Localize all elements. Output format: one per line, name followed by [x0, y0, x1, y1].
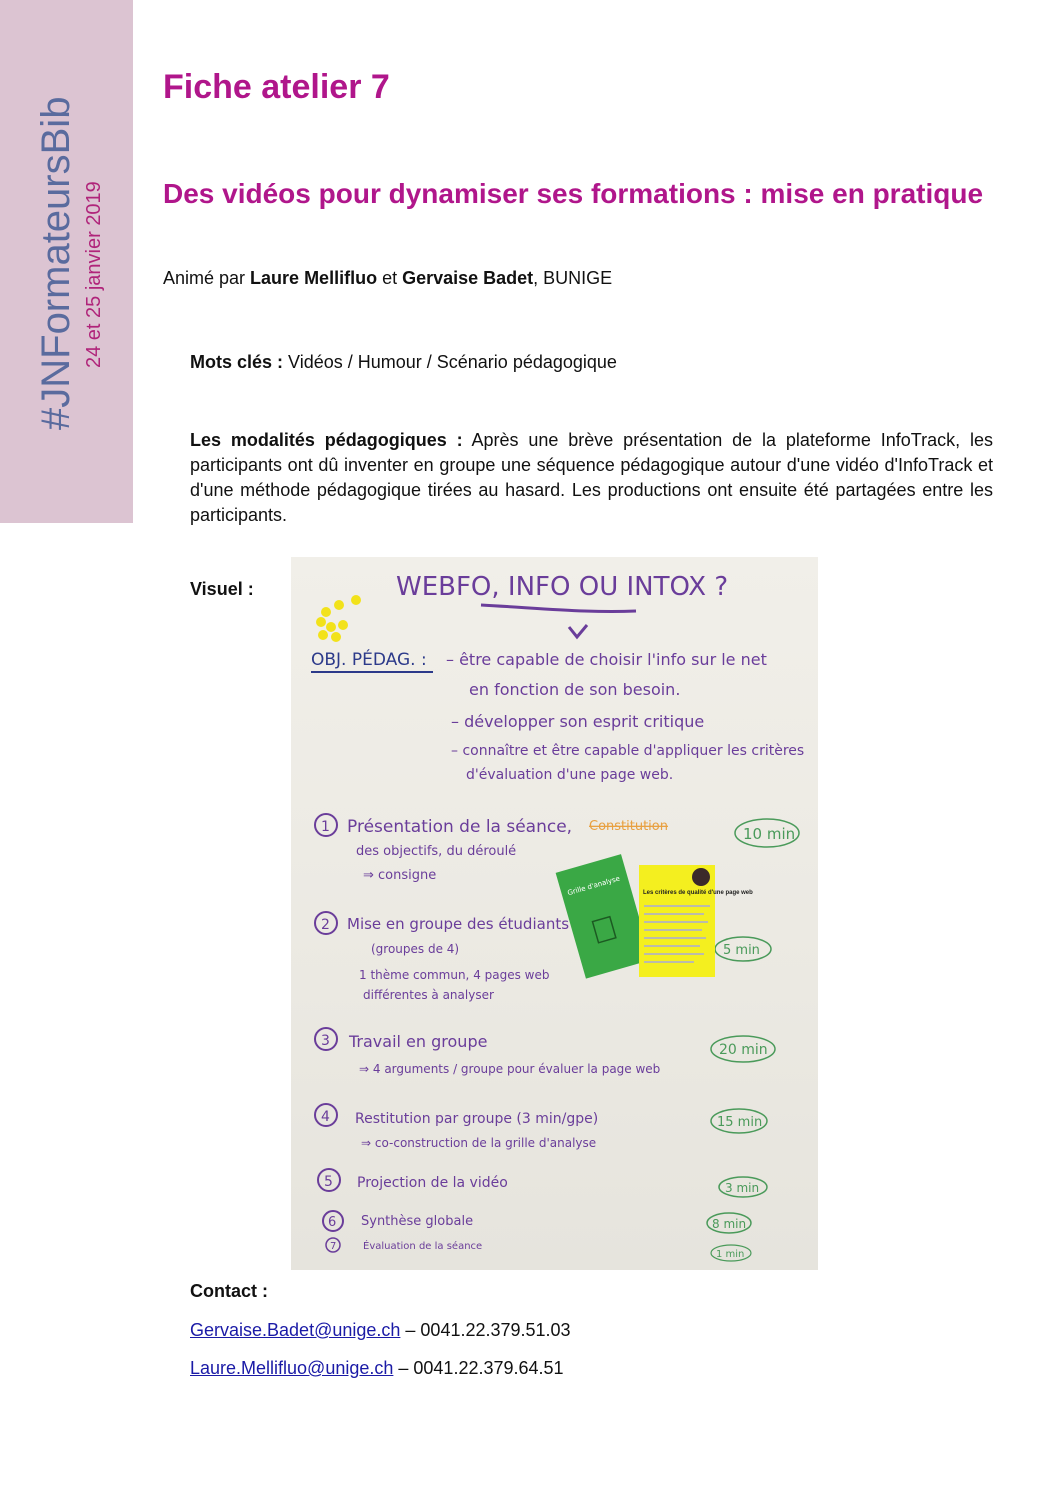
card-line — [644, 953, 704, 955]
step-detail: différentes à analyser — [363, 988, 494, 1002]
step-time: 1 min — [716, 1249, 745, 1260]
step-number: 4 — [321, 1109, 330, 1125]
flipchart-photo — [291, 557, 818, 1270]
animators-line — [163, 268, 612, 289]
heading-underline — [481, 605, 636, 612]
step-number: 3 — [321, 1033, 330, 1049]
step-title: Évaluation de la séance — [363, 1241, 483, 1252]
card-line — [644, 961, 694, 963]
card-line — [644, 913, 704, 915]
step-detail: ⇒ 4 arguments / groupe pour évaluer la page web — [359, 1062, 661, 1076]
contact-email-link[interactable]: Gervaise.Badet@unige.ch — [190, 1320, 401, 1340]
step-time: 20 min — [719, 1042, 768, 1058]
step-time: 5 min — [723, 943, 760, 958]
keywords-label: Mots clés : — [190, 352, 284, 372]
objective-line: – être capable de choisir l'info sur le net — [446, 650, 767, 669]
step-title: Projection de la vidéo — [357, 1175, 508, 1191]
step-number: 6 — [328, 1215, 337, 1230]
keywords-line — [190, 352, 617, 373]
objective-line: – connaître et être capable d'appliquer les critères — [451, 743, 805, 759]
green-card-title: Grille d'analyse — [566, 874, 621, 898]
card-logo-icon — [692, 868, 710, 886]
green-card — [556, 854, 652, 978]
modalities-label: Les modalités pédagogiques : — [190, 430, 463, 450]
modalities-paragraph — [190, 428, 993, 528]
step-number: 2 — [321, 917, 330, 933]
yellow-dots — [316, 595, 361, 642]
animators-prefix: Animé par — [163, 268, 251, 288]
contact-entry — [190, 1358, 564, 1379]
step-detail: 1 thème commun, 4 pages web — [359, 968, 550, 982]
sidebar-dates: 24 et 25 janvier 2019 — [83, 181, 105, 368]
objective-line: en fonction de son besoin. — [469, 680, 681, 699]
card-line — [644, 905, 710, 907]
contact-phone: – 0041.22.379.64.51 — [393, 1358, 564, 1378]
contact-email-link[interactable]: Laure.Mellifluo@unige.ch — [190, 1358, 394, 1378]
page-subtitle: Des vidéos pour dynamiser ses formations : mise en pratique — [163, 178, 984, 209]
strikethrough-word: Constitution — [589, 819, 668, 834]
contact-entry — [190, 1320, 571, 1341]
step-title: Présentation de la séance, — [347, 817, 573, 837]
step-title: Mise en groupe des étudiants — [347, 915, 570, 933]
step-detail: des objectifs, du déroulé — [356, 844, 517, 859]
sidebar-text — [34, 97, 106, 430]
contact-phone: – 0041.22.379.51.03 — [400, 1320, 571, 1340]
step-time: 3 min — [725, 1181, 760, 1195]
step-number: 7 — [330, 1241, 337, 1252]
animators-join: et — [377, 268, 403, 288]
animator-name-2: Gervaise Badet — [402, 268, 534, 288]
card-line — [644, 937, 706, 939]
sidebar-hashtag: #JNFormateursBib — [34, 96, 78, 430]
animator-name-1: Laure Mellifluo — [250, 268, 378, 288]
step-title: Synthèse globale — [361, 1214, 474, 1229]
step-title: Restitution par groupe (3 min/gpe) — [355, 1111, 599, 1127]
flipchart-heading: WEBFO, INFO OU INTOX ? — [396, 572, 729, 602]
objective-line: – développer son esprit critique — [451, 712, 705, 731]
arrow-icon — [569, 625, 587, 637]
contact-label: Contact : — [190, 1281, 268, 1301]
keywords-value: Vidéos / Humour / Scénario pédagogique — [283, 352, 617, 372]
animators-suffix: , BUNIGE — [533, 268, 613, 288]
visual-label: Visuel : — [190, 579, 254, 599]
step-time: 15 min — [717, 1115, 763, 1130]
step-detail: ⇒ consigne — [363, 868, 437, 883]
step-detail: (groupes de 4) — [371, 942, 460, 956]
card-line — [644, 945, 700, 947]
step-time: 8 min — [712, 1217, 747, 1231]
step-title: Travail en groupe — [349, 1032, 488, 1051]
card-line — [644, 929, 702, 931]
page-title: Fiche atelier 7 — [163, 68, 390, 106]
step-detail: ⇒ co-construction de la grille d'analyse — [361, 1136, 597, 1150]
step-time: 10 min — [743, 825, 796, 843]
yellow-card-title: Les critères de qualité d'une page web — [643, 890, 753, 896]
modalities-text: Après une brève présentation de la plateforme InfoTrack, les participants ont dû inventer en groupe une séquence pédagogique autour d'une vidéo d'InfoTrack et d'une méthode pédagogique tirées au hasard. Les productions ont ensuite été partagées entre les participants. — [190, 430, 994, 525]
step-number: 1 — [321, 819, 330, 835]
step-number: 5 — [324, 1174, 333, 1190]
objective-line: d'évaluation d'une page web. — [466, 767, 674, 783]
card-line — [644, 921, 708, 923]
flipchart-drawing — [291, 557, 818, 1270]
objectives-label: OBJ. PÉDAG. : — [311, 650, 427, 670]
